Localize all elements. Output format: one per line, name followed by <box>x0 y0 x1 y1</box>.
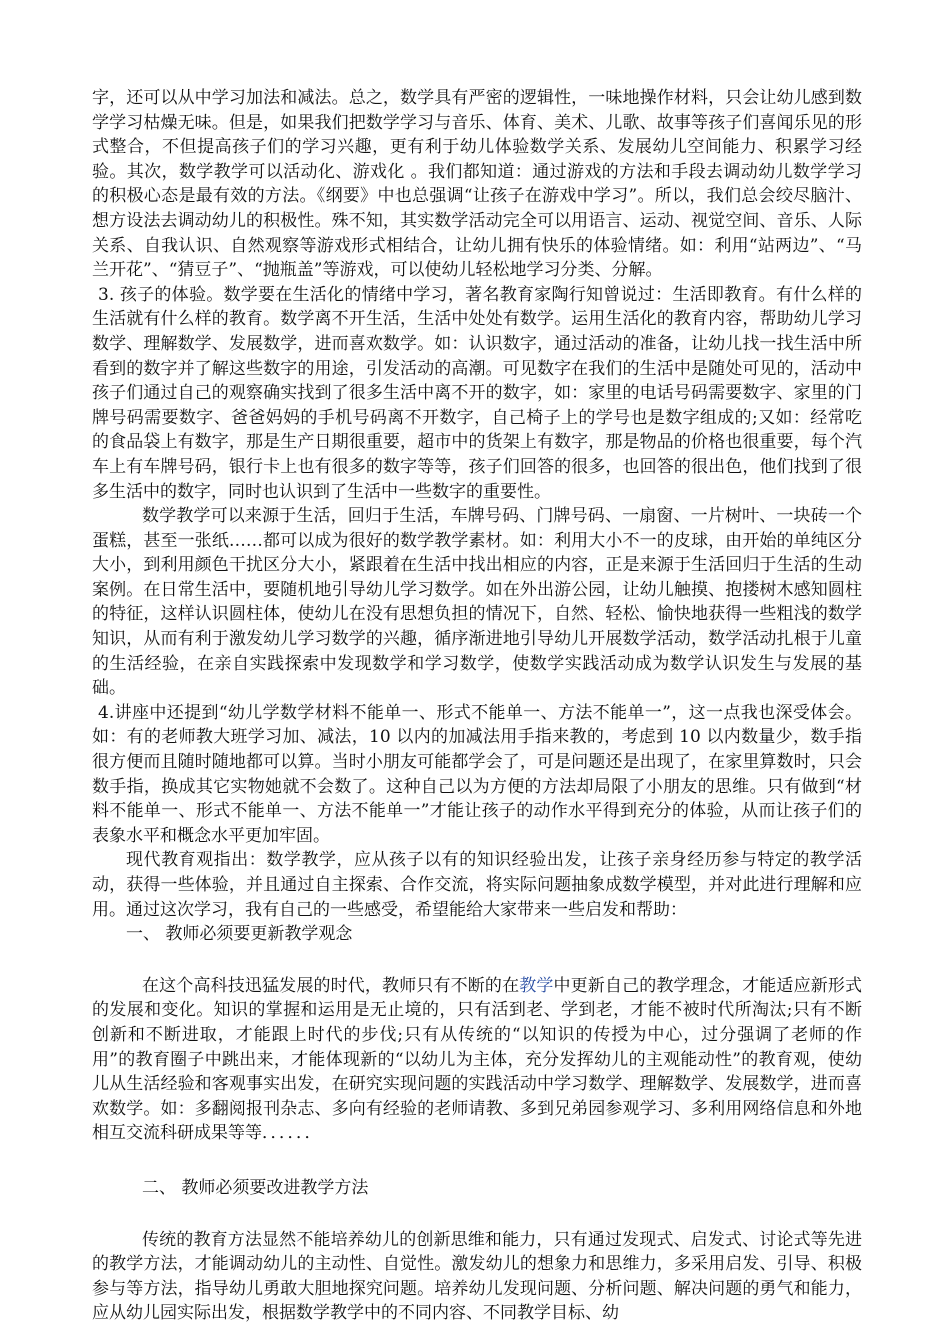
spacer <box>92 947 862 974</box>
paragraph-4-lecture: 4.讲座中还提到“幼儿学数学材料不能单一、形式不能单一、方法不能单一”，这一点我也深受体会。如：有的老师教大班学习加、减法，10 以内的加减法用手指来教的，考虑到 10 以内数量少，数手指很方便而且随时随地都可以算。当时小朋友可能都学会了，可是问题还是出现了，在家里算数时，只会数手指，换成其它实物她就不会数了。这种自己以为方便的方法却局限了小朋友的思维。只有做到“材料不能单一、形式不能单一、方法不能单一”才能让孩子的动作水平得到充分的体验，从而让孩子们的表象水平和概念水平更加牢固。 <box>92 702 862 846</box>
paragraph-improve-methods: 传统的教育方法显然不能培养幼儿的创新思维和能力，只有通过发现式、启发式、讨论式等先进的教学方法，才能调动幼儿的主动性、自觉性。激发幼儿的想象力和思维力，多采用启发、引导、积极参与等方法，指导幼儿勇敢大胆地探究问题。培养幼儿发现问题、分析问题、解决问题的勇气和能力，应从幼儿园实际出发，根据数学教学中的不同内容、不同教学目标、幼 <box>92 1229 862 1324</box>
paragraph-1: 字，还可以从中学习加法和减法。总之，数学具有严密的逻辑性，一味地操作材料，只会让幼儿感到数学学习枯燥无味。但是，如果我们把数学学习与音乐、体育、美术、儿歌、故事等孩子们喜闻乐见的形式整合，不但提高孩子们的学习兴趣，更有利于幼儿体验数学关系、发展幼儿空间能力、积累学习经验。其次，数学教学可以活动化、游戏化 。我们都知道：通过游戏的方法和手段去调动幼儿数学学习的积极心态是最有效的方法。《纲要》中也总强调“让孩子在游戏中学习”。所以，我们总会绞尽脑汁、想方设法去调动幼儿的积极性。殊不知，其实数学活动完全可以用语言、运动、视觉空间、音乐、人际关系、自我认识、自然观察等游戏形式相结合，让幼儿拥有快乐的体验情绪。如：利用“站两边”、“马兰开花”、“猜豆子”、“抛瓶盖”等游戏，可以使幼儿轻松地学习分类、分解。 <box>92 88 862 281</box>
section-heading-2: 二、 教师必须要改进教学方法 <box>142 1177 369 1198</box>
spacer <box>92 1146 862 1176</box>
paragraph-life-math: 数学教学可以来源于生活，回归于生活，车牌号码、门牌号码、一扇窗、一片树叶、一块砖一个蛋糕，甚至一张纸……都可以成为很好的数学教学素材。如：利用大小不一的皮球，由开始的单纯区分大小，到利用颜色干扰区分大小，紧跟着在生活中找出相应的内容，正是来源于生活回归于生活的生动案例。在日常生活中，要随机地引导幼儿学习数学。如在外出游公园，让幼儿触摸、抱搂树木感知圆柱的特征，这样认识圆柱体，使幼儿在没有思想负担的情况下，自然、轻松、愉快地获得一些粗浅的数学知识，从而有利于激发幼儿学习数学的兴趣，循序渐进地引导幼儿开展数学活动，数学活动扎根于儿童的生活经验，在亲自实践探索中发现数学和学习数学，使数学实践活动成为数学认识发生与发展的基础。 <box>92 506 862 699</box>
paragraph-text-start: 在这个高科技迅猛发展的时代，教师只有不断的在 <box>142 975 520 996</box>
paragraph-update-concepts <box>92 974 862 1146</box>
paragraph-modern-education: 现代教育观指出：数学教学，应从孩子以有的知识经验出发，让孩子亲身经历参与特定的教学活动，获得一些体验，并且通过自主探索、合作交流，将实际问题抽象成数学模型，并对此进行理解和应用。通过这次学习，我有自己的一些感受，希望能给大家带来一些启发和帮助： <box>92 850 862 920</box>
spacer <box>92 1201 862 1228</box>
paragraph-text-end: 中更新自己的教学理念，才能适应新形式的发展和变化。知识的掌握和运用是无止境的，只有活到老、学到老，才能不被时代所淘汰;只有不断创新和不断进取，才能跟上时代的步伐;只有从传统的“以知识的传授为中心，过分强调了老师的作用”的教育圈子中跳出来，才能体现新的“以幼儿为主体，充分发挥幼儿的主观能动性”的教育观，使幼儿从生活经验和客观事实出发，在研究实现问题的实践活动中学习数学、理解数学、发展数学，进而喜欢数学。如：多翻阅报刊杂志、多向有经验的老师请教、多到兄弟园参观学习、多利用网络信息和外地相互交流科研成果等等．．．．．． <box>92 975 863 1144</box>
teaching-link[interactable]: 教学 <box>519 975 554 996</box>
paragraph-3-child-experience: 3. 孩子的体验。数学要在生活化的情绪中学习，著名教育家陶行知曾说过：生活即教育。有什么样的生活就有什么样的教育。数学离不开生活，生活中处处有数学。运用生活化的教育内容，帮助幼儿学习数学、理解数学、发展数学，进而喜欢数学。如：认识数字，通过活动的准备，让幼儿找一找生活中所看到的数字并了解这些数字的用途，引发活动的高潮。可见数字在我们的生活中是随处可见的，活动中孩子们通过自己的观察确实找到了很多生活中离不开的数字，如：家里的电话号码需要数字、家里的门牌号码需要数字、爸爸妈妈的手机号码离不开数字，自己椅子上的学号也是数字组成的;又如：经常吃的食品袋上有数字，那是生产日期很重要，超市中的货架上有数字，那是物品的价格也很重要，每个汽车上有车牌号码，银行卡上也有很多的数字等等，孩子们回答的很多，也回答的很出色，他们找到了很多生活中的数字，同时也认识到了生活中一些数字的重要性。 <box>92 284 862 502</box>
section-heading-1: 一、 教师必须要更新教学观念 <box>126 924 353 945</box>
